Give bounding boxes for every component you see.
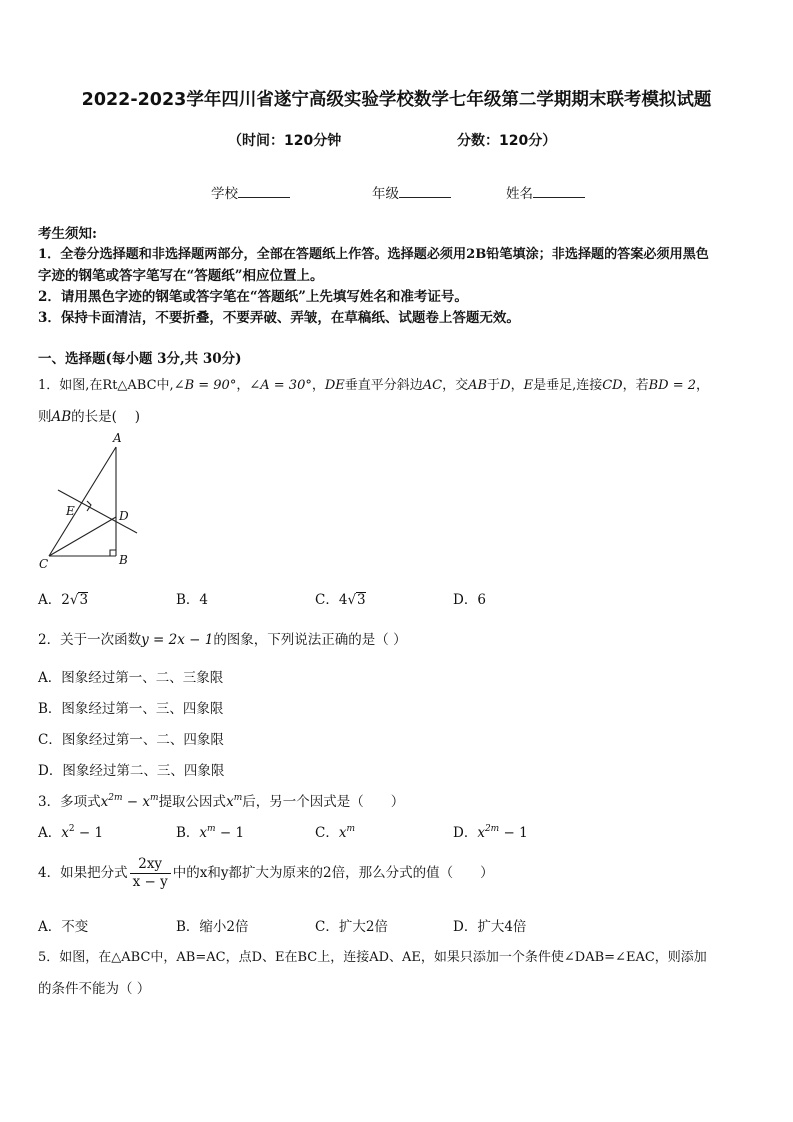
q3-var: x <box>338 825 347 841</box>
option-radicand: 3 <box>357 592 366 608</box>
q3-text: 提取公因式 <box>158 794 227 810</box>
q3-exp: 2 <box>68 824 75 834</box>
q4-stem <box>38 856 494 891</box>
school-field <box>211 182 290 202</box>
q3-exp: m <box>207 824 216 834</box>
q3-tail: − 1 <box>74 825 104 841</box>
label-c: C <box>39 557 49 571</box>
q1-sep: ， <box>236 378 250 393</box>
q3-option-b <box>176 821 244 841</box>
q1-ab: AB <box>51 409 72 425</box>
q1-text: ， <box>510 378 524 393</box>
q4-option-d: D．扩大4倍 <box>453 919 527 935</box>
q1-text: 于 <box>487 378 501 393</box>
notice-line-1a: 1．全卷分选择题和非选择题两部分，全部在答题纸上作答。选择题必须用2B铅笔填涂；非选择题的答案必须用黑色 <box>38 247 709 262</box>
grade-blank <box>399 185 451 198</box>
notice-heading: 考生须知: <box>38 226 97 242</box>
q3-tail: − 1 <box>499 825 528 841</box>
option-text: 4 <box>199 592 209 608</box>
school-label: 学校 <box>211 186 238 202</box>
q1-triangle-figure <box>36 430 146 575</box>
option-letter: A． <box>38 825 62 841</box>
fraction-numerator: 2xy <box>130 856 171 874</box>
q1-text: 垂直平分斜边 <box>344 378 423 393</box>
option-letter: B． <box>176 825 200 841</box>
q3-var: x <box>61 825 69 841</box>
q3-text: 3．多项式 <box>38 794 101 810</box>
label-d: D <box>119 509 129 523</box>
q2-expression: y = 2x − 1 <box>141 632 214 648</box>
sqrt-sign: √ <box>347 592 357 608</box>
name-field <box>506 182 585 202</box>
segment-cd <box>49 517 116 556</box>
q2-stem <box>38 628 407 648</box>
q3-option-d <box>453 821 528 841</box>
q2-option-d: D．图象经过第二、三、四象限 <box>38 763 225 779</box>
q3-var: x <box>142 794 151 810</box>
exam-score: 分数：120分） <box>457 133 557 149</box>
q1-line-1 <box>38 374 709 393</box>
q4-option-a: A．不变 <box>38 919 89 935</box>
name-label: 姓名 <box>506 186 533 202</box>
q1-text: ，若 <box>622 378 649 393</box>
q1-option-d <box>453 588 486 608</box>
q1-bd: BD = 2 <box>648 378 697 393</box>
q3-exp: m <box>233 793 243 803</box>
q3-var: x <box>477 825 485 841</box>
grade-field <box>372 182 451 202</box>
q1-text: ，交 <box>442 378 469 393</box>
option-letter: B． <box>176 592 200 608</box>
q3-option-a <box>38 821 103 841</box>
notice-line-3: 3．保持卡面清洁，不要折叠，不要弄破、弄皱，在草稿纸、试题卷上答题无效。 <box>38 310 520 326</box>
q1-option-c <box>315 588 366 608</box>
q1-angle-a: ∠A = 30° <box>249 378 312 393</box>
option-text: 6 <box>477 592 486 608</box>
q1-line-2 <box>38 405 140 425</box>
option-coef: 2 <box>61 592 70 608</box>
q3-var: x <box>199 825 208 841</box>
q1-text: 的长是( ) <box>71 409 140 425</box>
label-b: B <box>119 553 128 567</box>
q4-text: 中的x和y都扩大为原来的2倍，那么分式的值（ ） <box>172 865 494 881</box>
right-angle-b-mark <box>110 550 116 556</box>
q1-e: E <box>523 378 534 393</box>
q1-option-b <box>176 588 208 608</box>
q4-text: 4．如果把分式 <box>38 865 128 881</box>
q3-exp: 2m <box>484 824 500 834</box>
q3-var: x <box>100 794 109 810</box>
q3-exp: m <box>150 793 159 803</box>
label-e: E <box>66 504 75 518</box>
notice-line-2: 2．请用黑色字迹的钢笔或答字笔在“答题纸”上先填写姓名和准考证号。 <box>38 289 468 305</box>
q3-tail: − 1 <box>215 825 245 841</box>
school-blank <box>238 185 290 198</box>
q4-fraction <box>130 856 171 891</box>
q1-de: DE <box>324 378 345 393</box>
q3-op: − <box>122 794 143 810</box>
q1-sep: ， <box>311 378 325 393</box>
q1-option-a <box>38 588 88 608</box>
q2-option-a: A．图象经过第一、二、三象限 <box>38 670 224 686</box>
q3-stem <box>38 790 404 810</box>
name-blank <box>533 185 585 198</box>
exam-title: 2022-2023学年四川省遂宁高级实验学校数学七年级第二学期期末联考模拟试题 <box>81 90 712 110</box>
q3-option-c <box>315 821 355 841</box>
q1-text: 1．如图,在Rt△ABC中, <box>38 378 174 393</box>
q1-angle-b: ∠B = 90° <box>173 378 237 393</box>
option-letter: D． <box>453 592 478 608</box>
q1-text: ， <box>696 378 710 393</box>
q3-text: 后，另一个因式是（ ） <box>242 794 405 810</box>
q2-option-c: C．图象经过第一、二、四象限 <box>38 732 224 748</box>
option-letter: C． <box>315 592 339 608</box>
exam-time: （时间：120分钟 <box>228 133 342 149</box>
side-ca <box>49 447 116 556</box>
option-coef: 4 <box>338 592 348 608</box>
fraction-denominator: x − y <box>132 874 168 890</box>
q5-line-2: 的条件不能为（ ） <box>38 981 151 997</box>
q3-exp: 2m <box>108 793 123 803</box>
notice-line-1b: 字迹的钢笔或答字笔写在“答题纸”相应位置上。 <box>38 268 324 284</box>
q1-cd: CD <box>602 378 623 393</box>
q1-text: 则 <box>38 409 52 425</box>
sqrt-sign: √ <box>69 592 79 608</box>
label-a: A <box>113 431 122 445</box>
q1-text: 是垂足,连接 <box>533 378 603 393</box>
q5-line-1: 5．如图，在△ABC中，AB=AC，点D、E在BC上，连接AD、AE，如果只添加一个条件使∠DAB=∠EAC，则添加 <box>38 950 707 965</box>
option-letter: D． <box>453 825 478 841</box>
q4-option-c: C．扩大2倍 <box>315 919 388 935</box>
option-radicand: 3 <box>79 592 89 608</box>
option-letter: A． <box>38 592 62 608</box>
q4-option-b: B．缩小2倍 <box>176 919 249 935</box>
q1-d: D <box>500 378 511 393</box>
q3-var: x <box>226 794 234 810</box>
option-letter: C． <box>315 825 339 841</box>
q2-option-b: B．图象经过第一、三、四象限 <box>38 701 224 717</box>
section-heading: 一、选择题(每小题 3分,共 30分) <box>38 351 242 367</box>
q2-text: 2．关于一次函数 <box>38 632 142 648</box>
q3-exp: m <box>346 824 356 834</box>
grade-label: 年级 <box>372 186 399 202</box>
q1-ac: AC <box>422 378 443 393</box>
q2-text: 的图象，下列说法正确的是（ ） <box>213 632 407 648</box>
q1-ab: AB <box>468 378 488 393</box>
